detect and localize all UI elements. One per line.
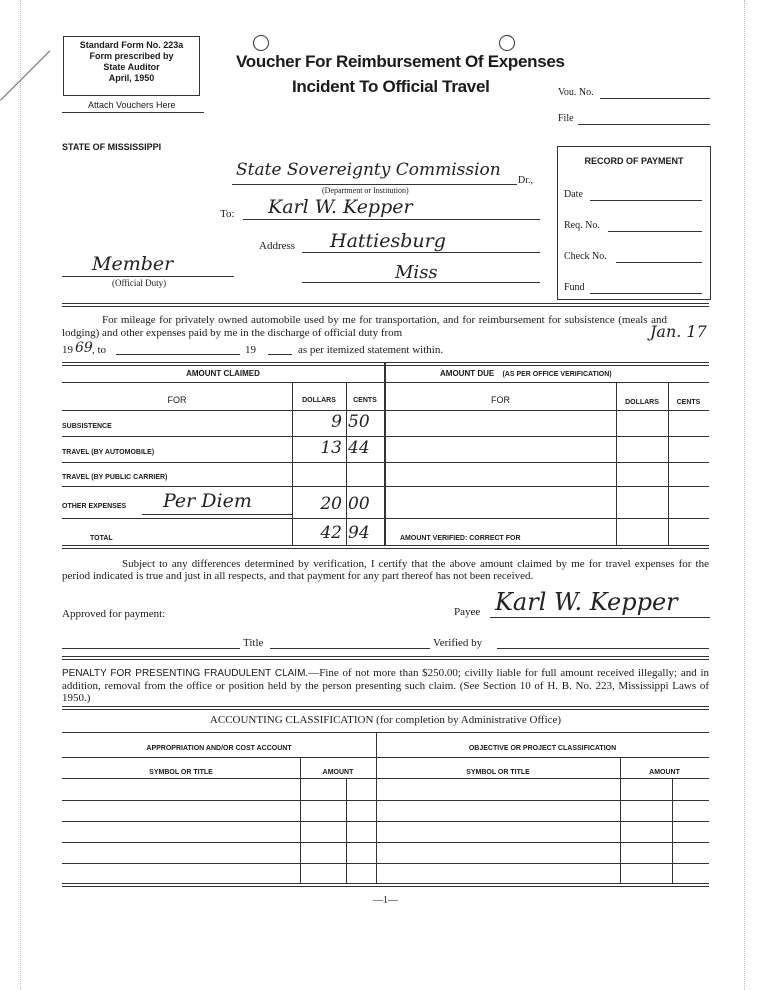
total-cents[interactable]: 94 xyxy=(348,523,370,543)
amount-verified-note: AMOUNT VERIFIED: CORRECT FOR xyxy=(400,535,521,542)
divider xyxy=(62,303,709,307)
period-from-value[interactable]: Jan. 17 xyxy=(650,322,707,341)
acct-row-line xyxy=(62,842,709,843)
amount-header-right: AMOUNT xyxy=(649,769,680,776)
attach-vouchers: Attach Vouchers Here xyxy=(88,100,176,110)
other-dollars[interactable]: 20 xyxy=(320,494,342,514)
scan-edge-line xyxy=(0,51,50,101)
amount-due-header xyxy=(440,369,612,378)
acct-header-line xyxy=(62,757,709,758)
itemized-suffix: as per itemized statement within. xyxy=(298,344,444,356)
vou-no-field[interactable] xyxy=(600,98,710,99)
penalty-statement xyxy=(62,667,709,704)
punch-hole-icon xyxy=(253,35,269,51)
amount-due-note: (AS PER OFFICE VERIFICATION) xyxy=(502,371,612,378)
official-duty-value[interactable]: Member xyxy=(92,253,174,275)
to-label-period: , to xyxy=(92,344,107,356)
punch-hole-icon xyxy=(499,35,515,51)
certify-statement: Subject to any differences determined by verification, I certify that the above amount claimed by me for travel expenses for the period indicated is true and just in all respects, and that payment for any part thereof has not been received. xyxy=(62,558,709,582)
penalty-text: —Fine of not more than $250.00; civilly liable for full amount received illegally; and in addition, removal from the office or position held by the person presenting such claim. (See Section 10 of H. B. No. 223, Mississippi Laws of 1950.) xyxy=(62,667,710,704)
approved-label: Approved for payment: xyxy=(62,608,166,620)
payee-label: Payee xyxy=(454,606,481,618)
divider xyxy=(62,706,709,710)
page-number: —1— xyxy=(373,895,398,906)
table-bottom-border xyxy=(62,545,709,549)
col-cents-right: CENTS xyxy=(676,399,701,406)
vou-no-label: Vou. No. xyxy=(558,87,594,98)
to-label: To: xyxy=(220,208,235,220)
row-line xyxy=(62,410,709,411)
year-value[interactable]: 69 xyxy=(75,340,93,356)
record-fund-label: Fund xyxy=(564,282,585,293)
dr-label: Dr., xyxy=(518,175,533,186)
record-date-label: Date xyxy=(564,189,583,200)
col-dollars-right: DOLLARS xyxy=(625,399,659,406)
row-line xyxy=(62,436,709,437)
row-label-travel-public: TRAVEL (BY PUBLIC CARRIER) xyxy=(62,474,168,481)
approver-line[interactable] xyxy=(62,648,240,649)
record-check-field[interactable] xyxy=(616,262,702,263)
col-divider xyxy=(292,382,293,546)
acct-row-line xyxy=(62,800,709,801)
address-line1-value[interactable]: Hattiesburg xyxy=(330,230,446,252)
form-box-line: Form prescribed by xyxy=(89,51,174,61)
row-label-travel-auto: TRAVEL (BY AUTOMOBILE) xyxy=(62,449,155,456)
penalty-heading: PENALTY FOR PRESENTING FRAUDULENT CLAIM. xyxy=(62,668,309,679)
acct-row-line xyxy=(62,778,709,779)
subsistence-cents[interactable]: 50 xyxy=(348,412,370,432)
travel-auto-dollars[interactable]: 13 xyxy=(320,438,342,458)
form-number-box xyxy=(63,36,200,96)
address-label: Address xyxy=(259,240,296,252)
record-check-label: Check No. xyxy=(564,251,607,262)
acct-bottom-border xyxy=(62,883,709,887)
col-divider xyxy=(668,382,669,546)
file-field[interactable] xyxy=(578,124,710,125)
duty-caption: (Official Duty) xyxy=(112,278,167,288)
row-line xyxy=(62,462,709,463)
verified-by-field[interactable] xyxy=(497,648,709,649)
col-for-left: FOR xyxy=(167,395,187,405)
record-fund-field[interactable] xyxy=(590,293,702,294)
travel-auto-cents[interactable]: 44 xyxy=(348,438,370,458)
department-caption: (Department or Institution) xyxy=(322,186,409,195)
amount-header-left: AMOUNT xyxy=(322,769,354,776)
amount-claimed-header: AMOUNT CLAIMED xyxy=(186,369,260,378)
record-req-label: Req. No. xyxy=(564,220,600,231)
other-expenses-note[interactable]: Per Diem xyxy=(163,490,252,512)
form-box-line: State Auditor xyxy=(103,62,160,72)
col-divider xyxy=(616,382,617,546)
row-label-total: TOTAL xyxy=(90,535,113,542)
acct-col-divider xyxy=(346,778,347,884)
header-separator xyxy=(62,382,709,383)
divider xyxy=(62,656,709,660)
acct-row-line xyxy=(62,863,709,864)
form-box-line: April, 1950 xyxy=(108,73,155,83)
row-label-other: OTHER EXPENSES xyxy=(62,503,127,510)
department-line xyxy=(232,184,517,185)
acct-mid-divider xyxy=(376,732,377,884)
col-divider xyxy=(346,382,347,546)
symbol-header-left: SYMBOL OR TITLE xyxy=(149,769,213,776)
mileage-statement: For mileage for privately owned automobile used by me for transportation, and for reimbursement for subsistence (meals and lodging) and other expenses paid by me in the discharge of official duty from xyxy=(62,314,667,339)
year-prefix: 19 xyxy=(62,344,73,356)
record-date-field[interactable] xyxy=(590,200,702,201)
scan-edge-dots xyxy=(744,0,746,990)
acct-row-line xyxy=(62,821,709,822)
record-title: RECORD OF PAYMENT xyxy=(584,156,684,166)
symbol-header-right: SYMBOL OR TITLE xyxy=(466,769,530,776)
page-title-line2: Incident To Official Travel xyxy=(292,77,490,96)
appropriation-header: APPROPRIATION AND/OR COST ACCOUNT xyxy=(146,745,292,752)
period-to-field[interactable] xyxy=(116,354,240,355)
file-label: File xyxy=(558,113,574,124)
total-dollars[interactable]: 42 xyxy=(320,523,342,543)
payee-name-value[interactable]: Karl W. Kepper xyxy=(268,196,413,218)
row-line xyxy=(62,518,709,519)
verified-by-label: Verified by xyxy=(433,637,483,649)
acct-col-divider xyxy=(672,778,673,884)
page-title-line1: Voucher For Reimbursement Of Expenses xyxy=(236,52,565,71)
col-cents-left: CENTS xyxy=(353,397,377,404)
record-req-field[interactable] xyxy=(608,231,702,232)
payee-signature[interactable]: Karl W. Kepper xyxy=(495,588,678,616)
col-dollars-left: DOLLARS xyxy=(302,397,336,404)
address-line2 xyxy=(302,282,540,283)
other-note-line xyxy=(142,514,292,515)
row-line xyxy=(62,486,709,487)
form-box-line: Standard Form No. 223a xyxy=(79,40,184,50)
accounting-top-border xyxy=(62,732,709,733)
year2-field[interactable] xyxy=(268,354,292,355)
title-field[interactable] xyxy=(270,648,430,649)
department-value[interactable]: State Sovereignty Commission xyxy=(236,160,501,180)
amount-due-label: AMOUNT DUE xyxy=(440,369,495,378)
address-line1 xyxy=(302,252,540,253)
subsistence-dollars[interactable]: 9 xyxy=(331,412,342,432)
scan-edge-dots xyxy=(20,0,22,990)
other-cents[interactable]: 00 xyxy=(348,494,370,514)
payee-line xyxy=(490,617,710,618)
attach-line xyxy=(62,112,204,113)
address-line2-value[interactable]: Miss xyxy=(395,262,438,283)
title-label: Title xyxy=(243,637,264,649)
objective-header: OBJECTIVE OR PROJECT CLASSIFICATION xyxy=(468,745,617,752)
year2-prefix: 19 xyxy=(245,344,256,356)
duty-line xyxy=(62,276,234,277)
state-label: STATE OF MISSISSIPPI xyxy=(62,142,162,152)
row-label-subsistence: SUBSISTENCE xyxy=(62,423,112,430)
to-line xyxy=(243,219,540,220)
accounting-heading: ACCOUNTING CLASSIFICATION (for completion by Administrative Office) xyxy=(209,714,562,726)
col-for-right: FOR xyxy=(491,395,510,405)
